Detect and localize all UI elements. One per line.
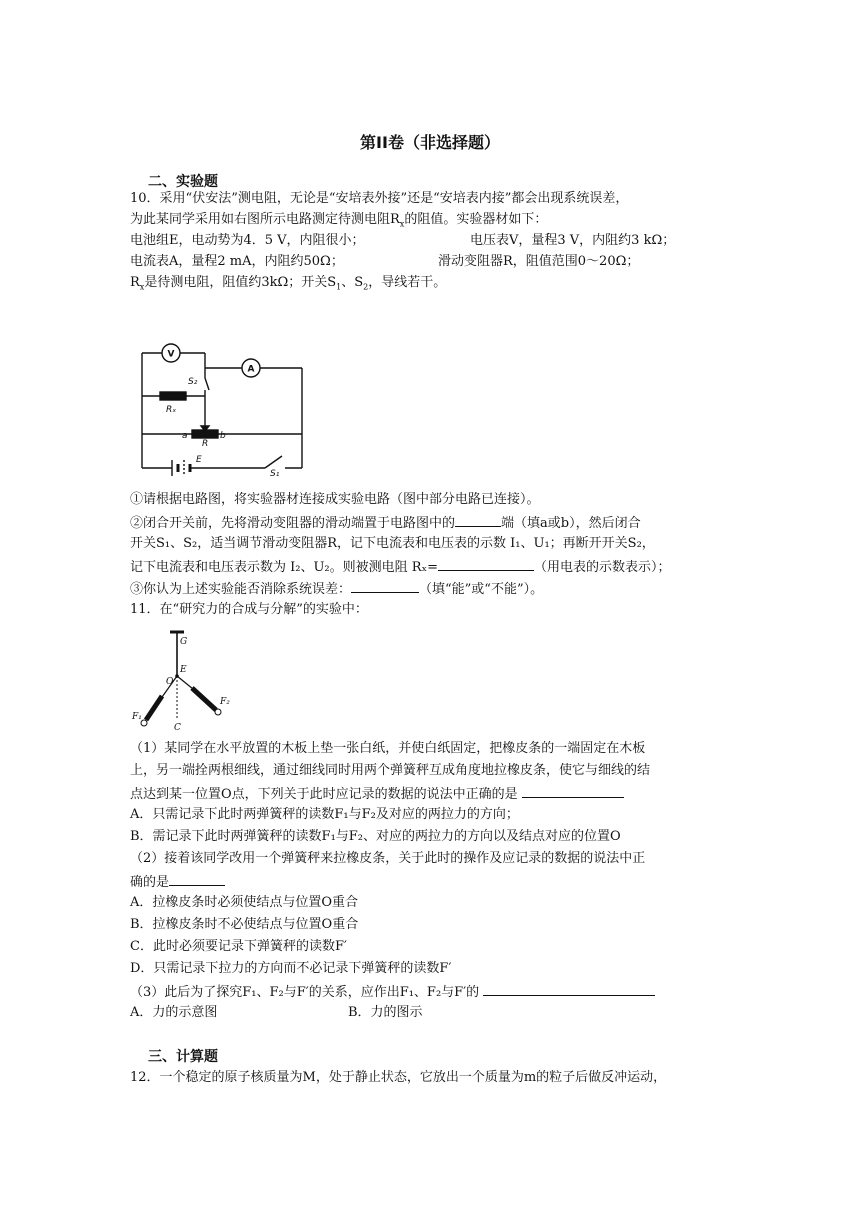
point-e-label: E: [180, 665, 187, 675]
q10-line-4a: 电流表A，量程2 mA，内阻约50Ω；: [130, 254, 344, 269]
q10-line-2: 为此某同学采用如右图所示电路测定待测电阻$R_x$的阻值。实验器材如下：: [130, 212, 548, 229]
terminal-a-label: a: [182, 431, 188, 441]
q11-part3-line-1: （3）此后为了探究F₁、F₂与F′的关系，应作出F₁、F₂与F′的: [130, 981, 655, 1003]
q11-part3-option-b: B．力的图示: [348, 1005, 423, 1020]
switch-s1-label: S₁: [270, 469, 280, 476]
circuit-diagram: [130, 338, 315, 476]
point-c-label: C: [174, 723, 181, 733]
resistor-rx-label: Rₓ: [166, 405, 177, 415]
section-heading-calculation: 三、计算题: [148, 1049, 218, 1065]
terminal-b-label: b: [220, 431, 226, 441]
q10-answer-3: 开关S₁、S₂，适当调节滑动变阻器R，记下电流表和电压表的示数 I₁、U₁；再断开开关S₂，: [130, 536, 655, 551]
q11-part2-option-b: B．拉橡皮条时不必使结点与位置O重合: [130, 917, 359, 932]
answer-blank[interactable]: [455, 512, 501, 527]
ammeter-label: A: [247, 364, 255, 375]
q10-answer-5: ③你认为上述实验能否消除系统误差： （填“能”或“不能”）。: [130, 578, 543, 600]
q11-part2-option-c: C．此时必须要记录下弹簧秤的读数F′: [130, 939, 347, 954]
point-g-label: G: [180, 637, 188, 647]
battery-e-label: E: [196, 455, 202, 465]
q10-answer-1: ①请根据电路图，将实验器材连接成实验电路（图中部分电路已连接）。: [130, 492, 540, 507]
force-f1-label: F₁: [132, 712, 142, 722]
q10-answer-2: ②闭合开关前，先将滑动变阻器的滑动端置于电路图中的 端（填a或b），然后闭合: [130, 512, 641, 534]
q11-part2-option-a: A．拉橡皮条时必须使结点与位置O重合: [130, 895, 359, 910]
page-title: 第II卷（非选择题）: [360, 133, 500, 152]
answer-blank[interactable]: [438, 556, 534, 571]
rheostat-r-label: R: [202, 439, 209, 449]
q11-part1-line-2: 上，另一端拴两根细线，通过细线同时用两个弹簧秤互成角度地拉橡皮条，使它与细线的结: [130, 763, 651, 778]
answer-blank[interactable]: [169, 871, 225, 886]
q11-part1-line-1: （1）某同学在水平放置的木板上垫一张白纸，并使白纸固定，把橡皮条的一端固定在木板: [130, 741, 646, 756]
q11-part3-option-a: A．力的示意图: [130, 1005, 218, 1020]
q11-part2-line-1: （2）接着该同学改用一个弹簧秤来拉橡皮条，关于此时的操作及应记录的数据的说法中正: [130, 851, 646, 866]
switch-s2-label: S₂: [188, 377, 198, 387]
q11-part2-line-2: 确的是: [130, 871, 225, 893]
q11-part1-option-a: A．只需记录下此时两弹簧秤的读数F₁与F₂及对应的两拉力的方向；: [130, 807, 519, 822]
answer-blank[interactable]: [483, 981, 655, 996]
point-o-label: O: [166, 677, 174, 687]
q11-part1-line-3: 点达到某一位置O点，下列关于此时应记录的数据的说法中正确的是: [130, 783, 624, 805]
section-heading-experiment: 二、实验题: [148, 174, 218, 190]
force-experiment-figure: [132, 628, 242, 736]
q12-line-1: 12．一个稳定的原子核质量为M，处于静止状态，它放出一个质量为m的粒子后做反冲运动，: [130, 1070, 667, 1085]
answer-blank[interactable]: [351, 578, 419, 593]
q10-line-1: 10．采用“伏安法”测电阻，无论是“安培表外接”还是“安培表内接”都会出现系统误差，: [130, 191, 629, 206]
q10-line-4b: 滑动变阻器R，阻值范围0～20Ω；: [438, 254, 640, 269]
q11-line-1: 11．在“研究力的合成与分解”的实验中：: [130, 602, 368, 617]
q10-line-5: $R_x$是待测电阻，阻值约3kΩ；开关$S_1$、$S_2$，导线若干。: [130, 275, 447, 292]
q10-answer-4: 记下电流表和电压表示数为 I₂、U₂。则被测电阻 Rₓ= （用电表的示数表示）；: [130, 556, 671, 578]
voltmeter-label: V: [167, 349, 175, 360]
q11-part2-option-d: D．只需记录下拉力的方向而不必记录下弹簧秤的读数F′: [130, 961, 452, 976]
q11-part1-option-b: B．需记录下此时两弹簧秤的读数F₁与F₂、对应的两拉力的方向以及结点对应的位置O: [130, 829, 621, 844]
force-f2-label: F₂: [220, 697, 230, 707]
q10-line-3a: 电池组E，电动势为4．5 V，内阻很小；: [130, 233, 365, 248]
q10-line-3b: 电压表V，量程3 V，内阻约3 kΩ；: [470, 233, 676, 248]
answer-blank[interactable]: [522, 783, 624, 798]
